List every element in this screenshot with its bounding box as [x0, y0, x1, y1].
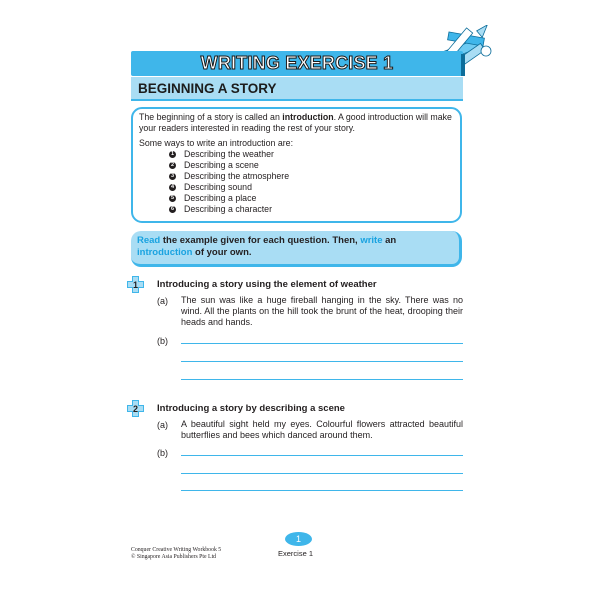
- number-bullet-icon: 5: [170, 195, 175, 202]
- question-number: 1: [132, 279, 138, 290]
- footer-credit: [131, 547, 221, 561]
- list-item: [169, 171, 454, 182]
- footer-book-title: Conquer Creative Writing Workbook 5: [131, 547, 222, 553]
- part-b-label: (b): [157, 336, 168, 346]
- intro-text-rest: . A good introduction will make your readers interested in reading the rest of your story.: [139, 112, 452, 133]
- instruction-text: an: [382, 235, 397, 246]
- subtitle-banner: [131, 77, 463, 101]
- list-item: [169, 193, 454, 204]
- list-item: [169, 160, 454, 171]
- list-item-label: Describing sound: [184, 182, 252, 193]
- list-item: [169, 182, 454, 193]
- answer-line[interactable]: [181, 455, 463, 456]
- footer-copyright: © Singapore Asia Publishers Pte Ltd: [131, 554, 217, 560]
- list-item: [169, 149, 454, 160]
- answer-line[interactable]: [181, 473, 463, 474]
- instruction-box: [131, 231, 462, 267]
- answer-line[interactable]: [181, 490, 463, 491]
- part-a-label: (a): [157, 296, 168, 306]
- list-item: [169, 204, 454, 215]
- list-item-label: Describing a place: [184, 193, 257, 204]
- list-item-label: Describing the weather: [184, 149, 274, 160]
- intro-paragraph: [139, 112, 454, 134]
- example-text: The sun was like a huge fireball hanging in the sky. There was no wind. All the plants on the hill took the brunt of the heat, drooping their heads and hands.: [181, 295, 463, 327]
- list-item-label: Describing the atmosphere: [184, 171, 290, 182]
- intro-bold-term: introduction: [282, 112, 334, 122]
- question-badge-1: [129, 278, 142, 291]
- instruction-text: of your own.: [192, 247, 252, 258]
- question-heading: Introducing a story using the element of weather: [157, 279, 377, 290]
- answer-line[interactable]: [181, 343, 463, 344]
- title-banner: [131, 51, 463, 76]
- number-bullet-icon: 3: [170, 173, 175, 180]
- instruction-keyword-write: write: [360, 235, 383, 246]
- number-bullet-icon: 6: [170, 206, 175, 213]
- example-text: A beautiful sight held my eyes. Colourful flowers attracted beautiful butterflies and bees which danced around them.: [181, 419, 463, 440]
- intro-box: [131, 107, 462, 223]
- number-bullet-icon: 4: [170, 184, 175, 191]
- question-badge-2: [129, 402, 142, 415]
- page-subtitle: BEGINNING A STORY: [138, 80, 277, 96]
- answer-line[interactable]: [181, 361, 463, 362]
- instruction-text: the example given for each question. Then,: [160, 235, 361, 246]
- intro-text: The beginning of a story is called an: [139, 112, 283, 122]
- part-a-label: (a): [157, 420, 168, 430]
- answer-line[interactable]: [181, 379, 463, 380]
- instruction-keyword-introduction: introduction: [137, 247, 193, 258]
- page-number-badge: 1: [285, 532, 312, 546]
- part-b-label: (b): [157, 448, 168, 458]
- question-heading: Introducing a story by describing a scene: [157, 403, 345, 414]
- ways-list: [139, 149, 454, 215]
- page-title: WRITING EXERCISE 1: [200, 53, 394, 73]
- instruction-keyword-read: Read: [137, 235, 161, 246]
- list-item-label: Describing a character: [184, 204, 273, 215]
- question-number: 2: [132, 403, 138, 414]
- number-bullet-icon: 2: [170, 162, 175, 169]
- ways-heading: Some ways to write an introduction are:: [139, 137, 294, 148]
- page-label: Exercise 1: [278, 549, 314, 558]
- number-bullet-icon: 1: [170, 151, 175, 158]
- list-item-label: Describing a scene: [184, 160, 259, 171]
